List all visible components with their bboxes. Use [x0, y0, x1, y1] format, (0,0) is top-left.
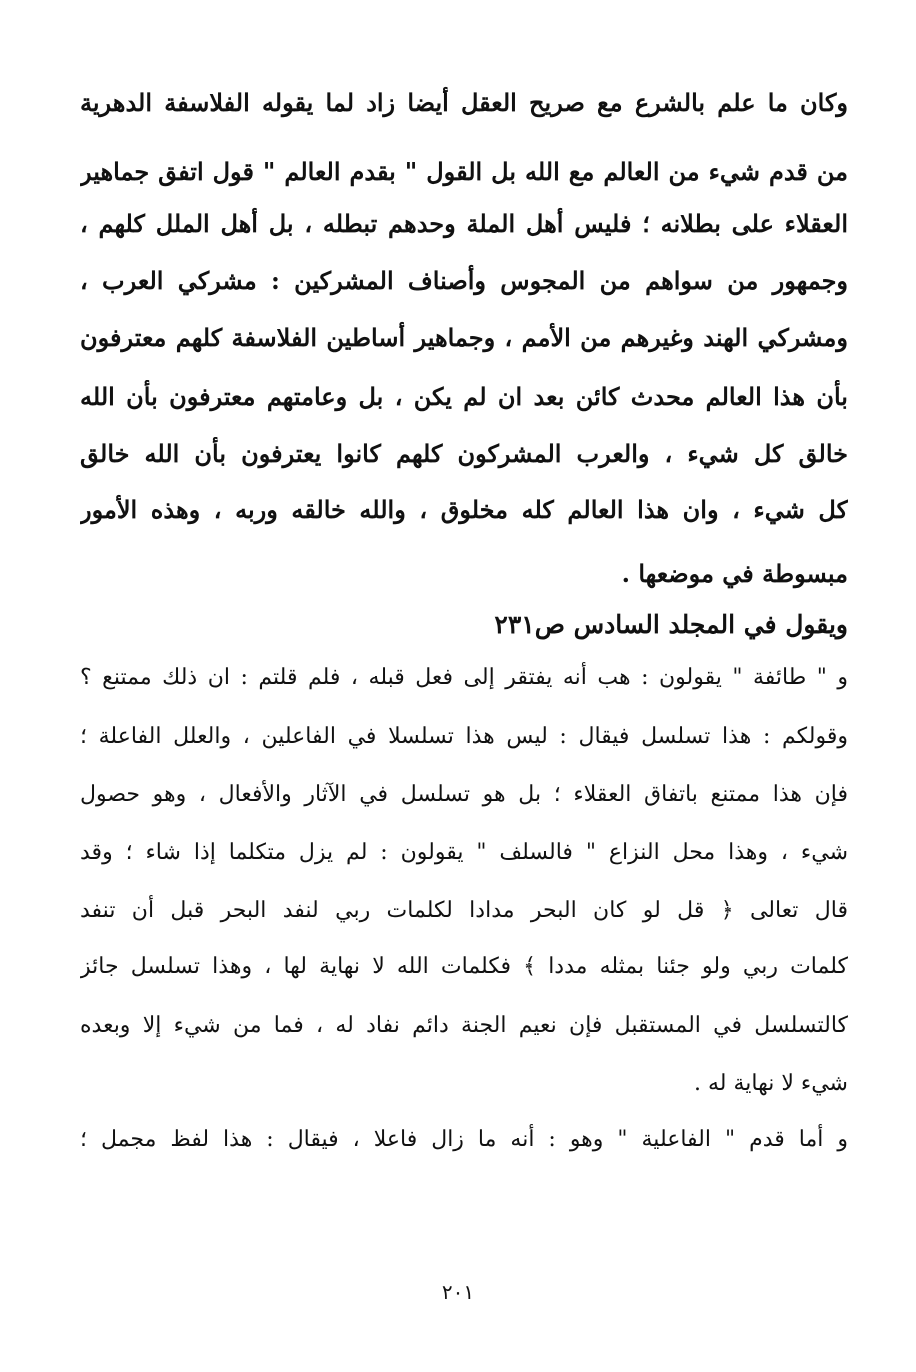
quote-line: كلمات ربي ولو جئنا بمثله مددا ﴾ فكلمات الله لا نهاية لها ، وهذا تسلسل جائز [80, 954, 848, 979]
quote-line: قال تعالى ﴿ قل لو كان البحر مدادا لكلمات ربي لنفد البحر قبل أن تنفد [80, 898, 848, 923]
text-line: بأن هذا العالم محدث كائن بعد ان لم يكن ، بل وعامتهم معترفون بأن الله [80, 382, 848, 411]
section-heading: ويقول في المجلد السادس ص٢٣١ [494, 610, 848, 639]
quote-line: و " طائفة " يقولون : هب أنه يفتقر إلى فعل قبله ، فلم قلتم : ان ذلك ممتنع ؟ [80, 665, 848, 690]
text-line: خالق كل شيء ، والعرب المشركون كلهم كانوا يعترفون بأن الله خالق [80, 439, 848, 468]
text-line: مبسوطة في موضعها . [621, 559, 848, 588]
quote-line: كالتسلسل في المستقبل فإن نعيم الجنة دائم نفاد له ، فما من شيء إلا وبعده [80, 1013, 848, 1038]
text-line: من قدم شيء من العالم مع الله بل القول " بقدم العالم " قول اتفق جماهير [80, 157, 848, 186]
text-line: كل شيء ، وان هذا العالم كله مخلوق ، والله خالقه وربه ، وهذه الأمور [80, 495, 848, 524]
text-line: العقلاء على بطلانه ؛ فليس أهل الملة وحدهم تبطله ، بل أهل الملل كلهم ، [80, 209, 848, 238]
quote-line: وقولكم : هذا تسلسل فيقال : ليس هذا تسلسلا في الفاعلين ، والعلل الفاعلة ؛ [80, 724, 848, 749]
quote-line: فإن هذا ممتنع باتفاق العقلاء ؛ بل هو تسلسل في الآثار والأفعال ، وهو حصول [80, 782, 848, 807]
text-line: وكان ما علم بالشرع مع صريح العقل أيضا زاد لما يقوله الفلاسفة الدهرية [80, 88, 848, 117]
quote-line: شيء لا نهاية له . [693, 1071, 848, 1096]
page-number: ٢٠١ [441, 1280, 475, 1304]
text-line: وجمهور من سواهم من المجوس وأصناف المشركين : مشركي العرب ، [80, 266, 848, 295]
closing-line: و أما قدم " الفاعلية " وهو : أنه ما زال فاعلا ، فيقال : هذا لفظ مجمل ؛ [80, 1127, 848, 1152]
quote-line: شيء ، وهذا محل النزاع " فالسلف " يقولون : لم يزل متكلما إذا شاء ؛ وقد [80, 840, 848, 865]
text-line: ومشركي الهند وغيرهم من الأمم ، وجماهير أساطين الفلاسفة كلهم معترفون [80, 323, 848, 352]
